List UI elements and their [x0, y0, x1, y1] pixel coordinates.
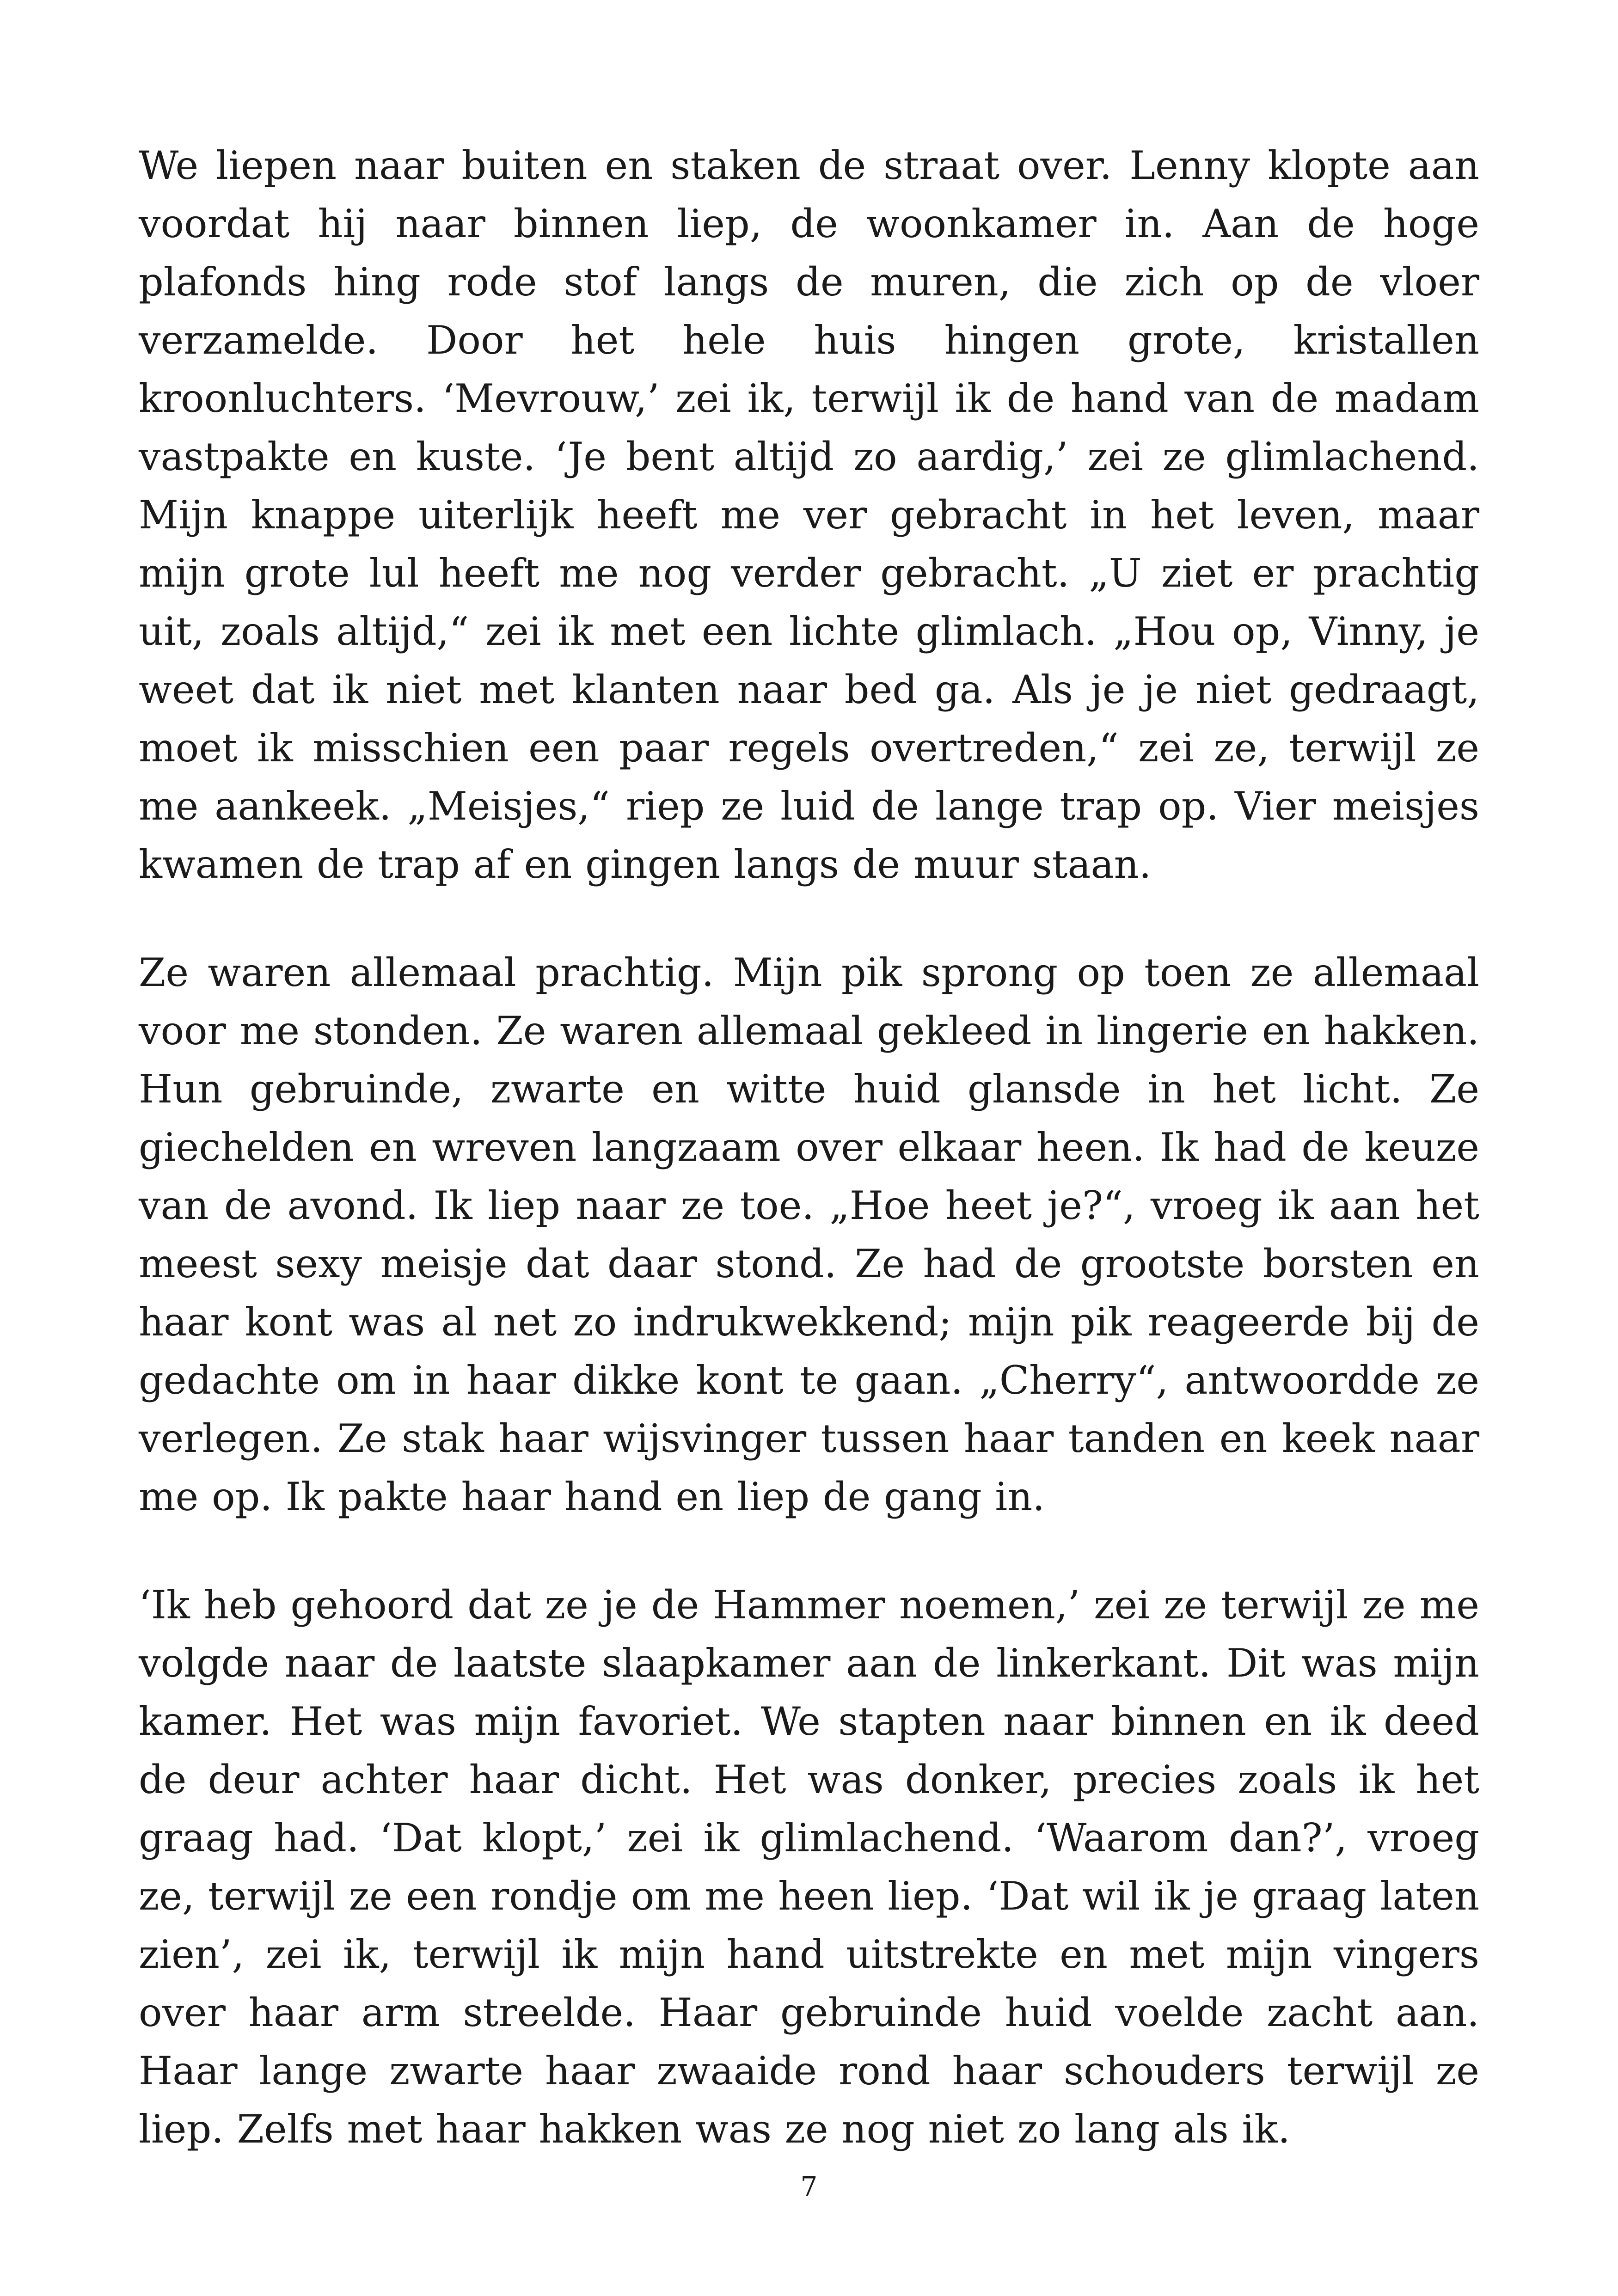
body-text: [139, 136, 1479, 2208]
paragraph-3: ‘Ik heb gehoord dat ze je de Hammer noemen,’ zei ze terwijl ze me volgde naar de laatste slaapkamer aan de linkerkant. Dit was mijn kamer. Het was mijn favoriet. We stapten naar binnen en ik deed de deur achter haar dicht. Het was donker, precies zoals ik het graag had. ‘Dat klopt,’ zei ik glimlachend. ‘Waarom dan?’, vroeg ze, terwijl ze een rondje om me heen liep. ‘Dat wil ik je graag laten zien’, zei ik, terwijl ik mijn hand uitstrekte en met mijn vingers over haar arm streelde. Haar gebruinde huid voelde zacht aan. Haar lange zwarte haar zwaaide rond haar schouders terwijl ze liep. Zelfs met haar hakken was ze nog niet zo lang als ik.: [139, 1582, 1479, 2152]
paragraph-1: We liepen naar buiten en staken de straat over. Lenny klopte aan voordat hij naar binnen liep, de woonkamer in. Aan de hoge plafonds hing rode stof langs de muren, die zich op de vloer verzamelde. Door het hele huis hingen grote, kristallen kroonluchters. ‘Mevrouw,’ zei ik, terwijl ik de hand van de madam vastpakte en kuste. ‘Je bent altijd zo aardig,’ zei ze glimlachend. Mijn knappe uiterlijk heeft me ver gebracht in het leven, maar mijn grote lul heeft me nog verder gebracht. „U ziet er prachtig uit, zoals altijd,“ zei ik met een lichte glimlach. „Hou op, Vinny, je weet dat ik niet met klanten naar bed ga. Als je je niet gedraagt, moet ik misschien een paar regels overtreden,“ zei ze, terwijl ze me aankeek. „Meisjes,“ riep ze luid de lange trap op. Vier meisjes kwamen de trap af en gingen langs de muur staan.: [139, 143, 1479, 887]
page-number: 7: [800, 2171, 818, 2202]
paragraph-2: Ze waren allemaal prachtig. Mijn pik sprong op toen ze allemaal voor me stonden. Ze waren allemaal gekleed in lingerie en hakken. Hun gebruinde, zwarte en witte huid glansde in het licht. Ze giechelden en wreven langzaam over elkaar heen. Ik had de keuze van de avond. Ik liep naar ze toe. „Hoe heet je?“, vroeg ik aan het meest sexy meisje dat daar stond. Ze had de grootste borsten en haar kont was al net zo indrukwekkend; mijn pik reageerde bij de gedachte om in haar dikke kont te gaan. „Cherry“, antwoordde ze verlegen. Ze stak haar wijsvinger tussen haar tanden en keek naar me op. Ik pakte haar hand en liep de gang in.: [139, 950, 1479, 1519]
